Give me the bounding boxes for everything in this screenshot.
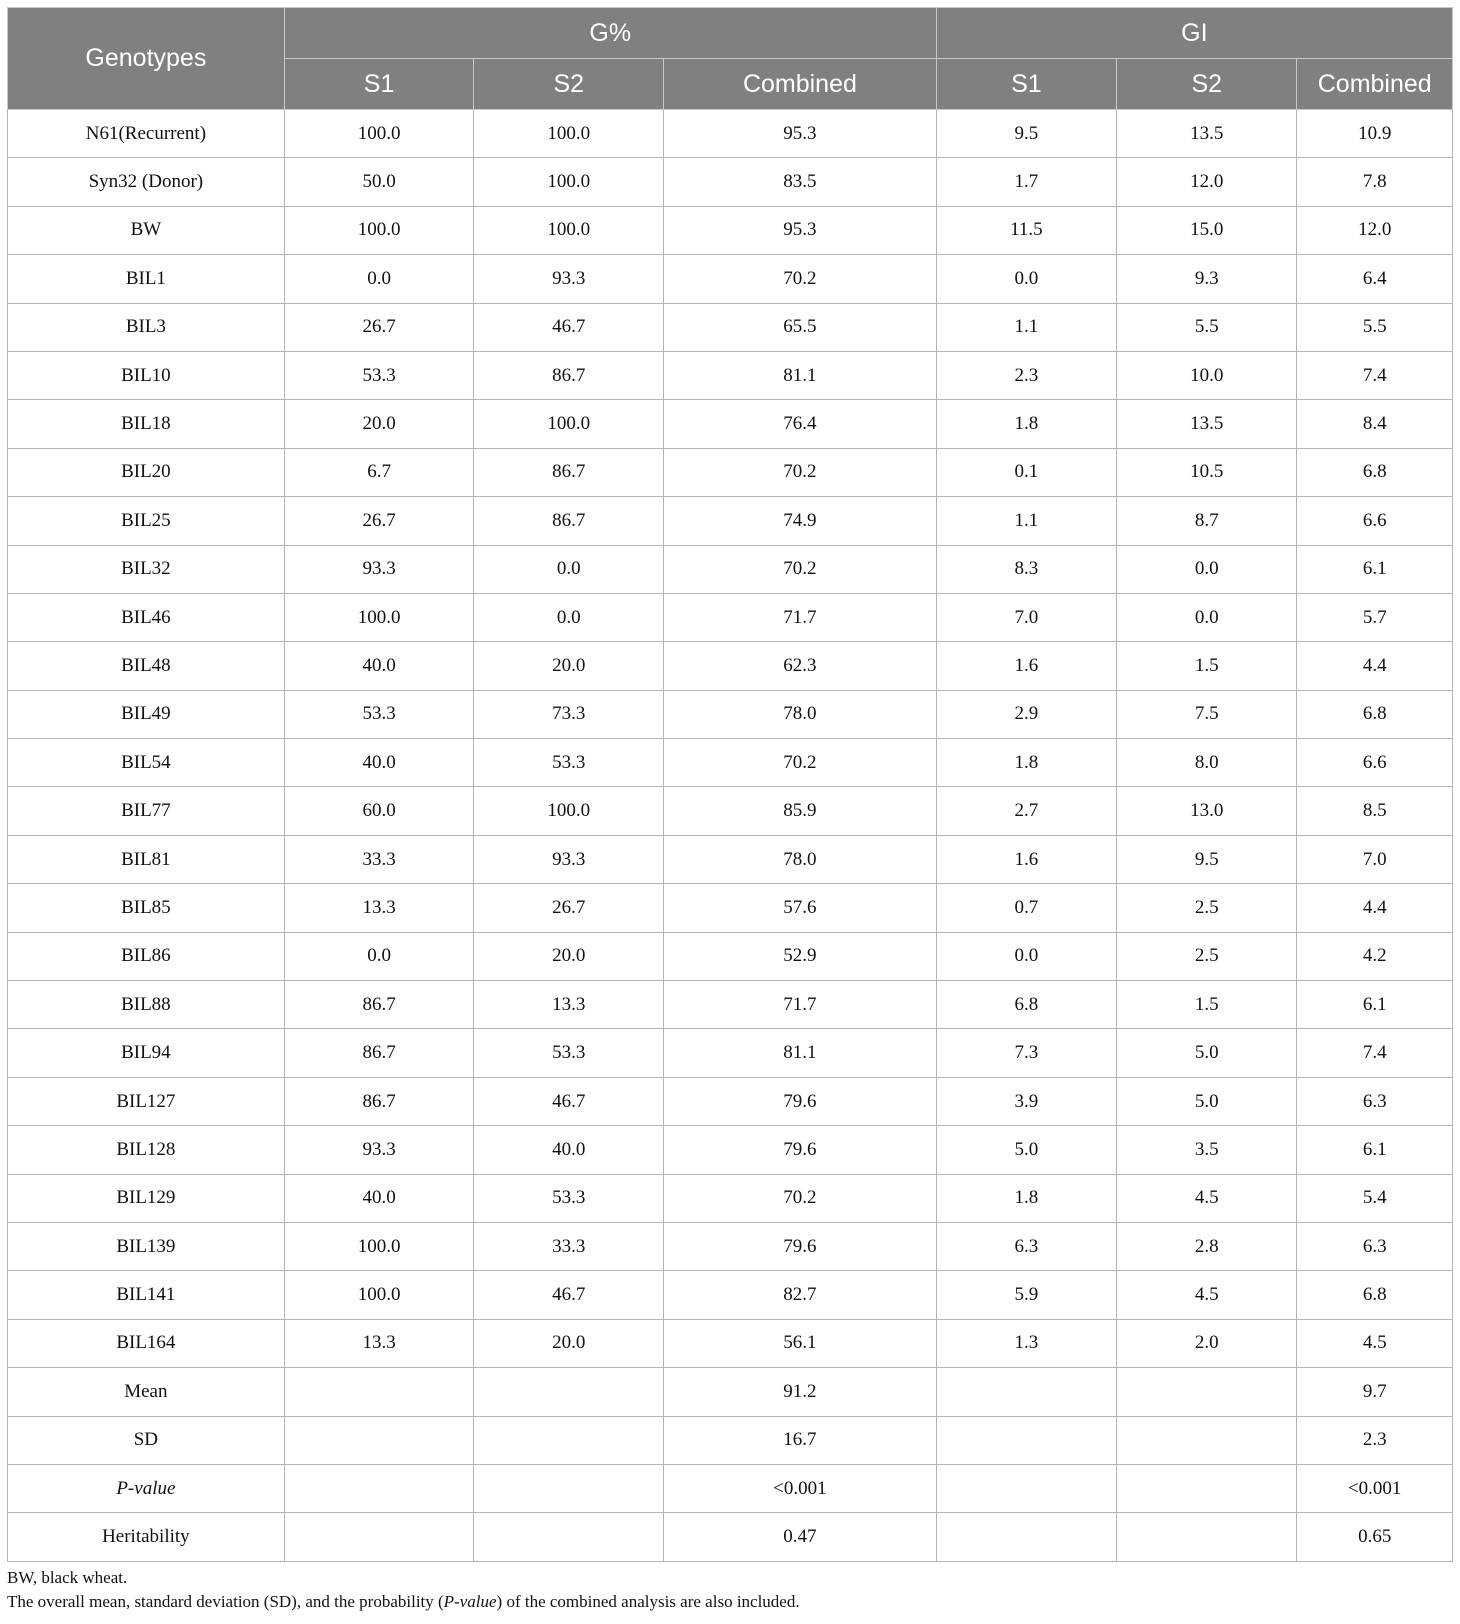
value-cell: 4.2 — [1297, 932, 1453, 980]
value-cell: 6.8 — [1297, 448, 1453, 496]
value-cell — [936, 1368, 1116, 1416]
value-cell: 26.7 — [284, 303, 474, 351]
table-row — [8, 1513, 1453, 1561]
value-cell: 1.7 — [936, 158, 1116, 206]
note-abbreviation: BW, black wheat. — [7, 1568, 128, 1587]
value-cell: 6.8 — [1297, 690, 1453, 738]
value-cell — [284, 1416, 474, 1464]
value-cell: 13.5 — [1117, 110, 1297, 158]
value-cell: 12.0 — [1117, 158, 1297, 206]
value-cell: 0.0 — [284, 255, 474, 303]
value-cell: 5.5 — [1117, 303, 1297, 351]
table-row — [8, 448, 1453, 496]
table-row — [8, 981, 1453, 1029]
value-cell: 100.0 — [474, 787, 664, 835]
value-cell — [284, 1464, 474, 1512]
value-cell: 40.0 — [284, 1174, 474, 1222]
genotype-cell: BIL3 — [8, 303, 285, 351]
value-cell: 2.9 — [936, 690, 1116, 738]
genotype-cell: BIL1 — [8, 255, 285, 303]
value-cell — [1117, 1464, 1297, 1512]
table-row — [8, 206, 1453, 254]
table-row — [8, 1222, 1453, 1270]
genotype-cell: BIL141 — [8, 1271, 285, 1319]
value-cell: 6.8 — [936, 981, 1116, 1029]
table-row — [8, 1077, 1453, 1125]
value-cell: 0.0 — [474, 593, 664, 641]
value-cell: 57.6 — [664, 884, 937, 932]
value-cell: 8.3 — [936, 545, 1116, 593]
genotype-cell: BIL164 — [8, 1319, 285, 1367]
value-cell: 13.5 — [1117, 400, 1297, 448]
value-cell: 20.0 — [474, 642, 664, 690]
value-cell: 0.0 — [936, 932, 1116, 980]
value-cell: 71.7 — [664, 593, 937, 641]
value-cell: 6.1 — [1297, 1126, 1453, 1174]
value-cell: 6.3 — [936, 1222, 1116, 1270]
header-sub: S2 — [1117, 59, 1297, 110]
value-cell: 6.6 — [1297, 497, 1453, 545]
value-cell: 56.1 — [664, 1319, 937, 1367]
value-cell: 70.2 — [664, 739, 937, 787]
value-cell: 86.7 — [284, 981, 474, 1029]
value-cell: 53.3 — [474, 739, 664, 787]
value-cell: 5.0 — [936, 1126, 1116, 1174]
value-cell: 20.0 — [474, 1319, 664, 1367]
value-cell: 71.7 — [664, 981, 937, 1029]
value-cell: 2.8 — [1117, 1222, 1297, 1270]
value-cell: 2.5 — [1117, 932, 1297, 980]
value-cell: 70.2 — [664, 545, 937, 593]
value-cell: <0.001 — [1297, 1464, 1453, 1512]
value-cell: 81.1 — [664, 1029, 937, 1077]
note-description: The overall mean, standard deviation (SD), and the probability (P-value) of the combined analysis are also included. — [7, 1592, 800, 1611]
genotype-cell: Syn32 (Donor) — [8, 158, 285, 206]
value-cell — [936, 1416, 1116, 1464]
genotype-cell: BIL25 — [8, 497, 285, 545]
value-cell: 91.2 — [664, 1368, 937, 1416]
genotype-cell: BIL85 — [8, 884, 285, 932]
table-row — [8, 1319, 1453, 1367]
value-cell: 93.3 — [284, 545, 474, 593]
value-cell: 86.7 — [284, 1029, 474, 1077]
value-cell: 85.9 — [664, 787, 937, 835]
value-cell: 74.9 — [664, 497, 937, 545]
value-cell: 52.9 — [664, 932, 937, 980]
value-cell: 83.5 — [664, 158, 937, 206]
table-row — [8, 593, 1453, 641]
value-cell: 5.0 — [1117, 1077, 1297, 1125]
value-cell: 86.7 — [474, 351, 664, 399]
header-sub: Combined — [1297, 59, 1453, 110]
value-cell — [1117, 1513, 1297, 1561]
value-cell: 46.7 — [474, 303, 664, 351]
table-row — [8, 255, 1453, 303]
value-cell: 26.7 — [284, 497, 474, 545]
value-cell: 2.3 — [1297, 1416, 1453, 1464]
value-cell — [936, 1464, 1116, 1512]
value-cell: 13.3 — [284, 884, 474, 932]
value-cell — [284, 1513, 474, 1561]
value-cell: 4.4 — [1297, 642, 1453, 690]
value-cell: 9.5 — [1117, 835, 1297, 883]
value-cell: 81.1 — [664, 351, 937, 399]
value-cell: 79.6 — [664, 1126, 937, 1174]
value-cell: 1.1 — [936, 303, 1116, 351]
value-cell: 10.5 — [1117, 448, 1297, 496]
value-cell: 78.0 — [664, 690, 937, 738]
value-cell: 7.0 — [1297, 835, 1453, 883]
value-cell: 2.7 — [936, 787, 1116, 835]
value-cell — [1117, 1368, 1297, 1416]
value-cell: 65.5 — [664, 303, 937, 351]
value-cell: 2.5 — [1117, 884, 1297, 932]
value-cell: 70.2 — [664, 1174, 937, 1222]
value-cell: 76.4 — [664, 400, 937, 448]
table-row — [8, 497, 1453, 545]
value-cell: 8.4 — [1297, 400, 1453, 448]
table-row — [8, 351, 1453, 399]
value-cell: 100.0 — [284, 110, 474, 158]
value-cell: 11.5 — [936, 206, 1116, 254]
value-cell: 4.4 — [1297, 884, 1453, 932]
value-cell: 13.0 — [1117, 787, 1297, 835]
value-cell: 6.8 — [1297, 1271, 1453, 1319]
value-cell — [936, 1513, 1116, 1561]
genotype-cell: BIL129 — [8, 1174, 285, 1222]
genotype-cell: Mean — [8, 1368, 285, 1416]
value-cell: 1.8 — [936, 400, 1116, 448]
table-row — [8, 835, 1453, 883]
value-cell: 0.0 — [284, 932, 474, 980]
genotype-cell: BIL77 — [8, 787, 285, 835]
header-group-g: G% — [284, 8, 936, 59]
value-cell — [474, 1464, 664, 1512]
value-cell: 1.5 — [1117, 981, 1297, 1029]
table-row — [8, 787, 1453, 835]
value-cell: 46.7 — [474, 1271, 664, 1319]
table-row — [8, 1416, 1453, 1464]
table-row — [8, 1126, 1453, 1174]
value-cell: 93.3 — [474, 255, 664, 303]
value-cell: 0.0 — [936, 255, 1116, 303]
value-cell: 95.3 — [664, 110, 937, 158]
genotype-cell: BIL128 — [8, 1126, 285, 1174]
value-cell: <0.001 — [664, 1464, 937, 1512]
value-cell: 12.0 — [1297, 206, 1453, 254]
genotype-cell: BIL54 — [8, 739, 285, 787]
table-row — [8, 739, 1453, 787]
value-cell: 73.3 — [474, 690, 664, 738]
value-cell: 7.4 — [1297, 351, 1453, 399]
table-row — [8, 1174, 1453, 1222]
value-cell: 40.0 — [474, 1126, 664, 1174]
value-cell: 20.0 — [284, 400, 474, 448]
value-cell — [1117, 1416, 1297, 1464]
table-row — [8, 1029, 1453, 1077]
genotype-cell: BIL18 — [8, 400, 285, 448]
genotype-cell: BIL139 — [8, 1222, 285, 1270]
value-cell: 4.5 — [1117, 1174, 1297, 1222]
value-cell: 0.0 — [1117, 545, 1297, 593]
value-cell: 6.1 — [1297, 981, 1453, 1029]
value-cell: 95.3 — [664, 206, 937, 254]
value-cell: 9.3 — [1117, 255, 1297, 303]
table-row — [8, 110, 1453, 158]
value-cell: 26.7 — [474, 884, 664, 932]
value-cell: 10.0 — [1117, 351, 1297, 399]
value-cell: 53.3 — [284, 690, 474, 738]
value-cell: 5.4 — [1297, 1174, 1453, 1222]
value-cell: 53.3 — [284, 351, 474, 399]
value-cell: 82.7 — [664, 1271, 937, 1319]
value-cell: 8.0 — [1117, 739, 1297, 787]
value-cell: 1.3 — [936, 1319, 1116, 1367]
table-body — [8, 110, 1453, 1562]
value-cell: 16.7 — [664, 1416, 937, 1464]
genotype-cell: BIL48 — [8, 642, 285, 690]
value-cell: 13.3 — [284, 1319, 474, 1367]
table-row — [8, 158, 1453, 206]
value-cell: 0.47 — [664, 1513, 937, 1561]
table-row — [8, 932, 1453, 980]
value-cell: 13.3 — [474, 981, 664, 1029]
table-row — [8, 1271, 1453, 1319]
value-cell: 2.0 — [1117, 1319, 1297, 1367]
table-row — [8, 1368, 1453, 1416]
value-cell: 100.0 — [284, 593, 474, 641]
value-cell: 1.6 — [936, 642, 1116, 690]
value-cell: 40.0 — [284, 739, 474, 787]
value-cell: 70.2 — [664, 448, 937, 496]
genotype-cell: N61(Recurrent) — [8, 110, 285, 158]
genotype-cell: BIL86 — [8, 932, 285, 980]
value-cell: 93.3 — [284, 1126, 474, 1174]
value-cell: 5.7 — [1297, 593, 1453, 641]
value-cell: 1.8 — [936, 739, 1116, 787]
value-cell — [284, 1368, 474, 1416]
header-sub: Combined — [664, 59, 937, 110]
header-sub: S1 — [936, 59, 1116, 110]
value-cell: 1.5 — [1117, 642, 1297, 690]
header-sub: S1 — [284, 59, 474, 110]
value-cell: 6.3 — [1297, 1222, 1453, 1270]
value-cell: 6.6 — [1297, 739, 1453, 787]
value-cell: 53.3 — [474, 1029, 664, 1077]
data-table — [7, 7, 1453, 1562]
value-cell: 0.0 — [1117, 593, 1297, 641]
value-cell: 9.7 — [1297, 1368, 1453, 1416]
value-cell: 7.3 — [936, 1029, 1116, 1077]
table-row — [8, 690, 1453, 738]
value-cell: 1.1 — [936, 497, 1116, 545]
table-row — [8, 545, 1453, 593]
value-cell: 70.2 — [664, 255, 937, 303]
value-cell: 9.5 — [936, 110, 1116, 158]
table-row — [8, 303, 1453, 351]
value-cell: 86.7 — [284, 1077, 474, 1125]
value-cell: 0.1 — [936, 448, 1116, 496]
genotype-cell: SD — [8, 1416, 285, 1464]
value-cell: 6.7 — [284, 448, 474, 496]
header-group-gi: GI — [936, 8, 1452, 59]
value-cell: 79.6 — [664, 1077, 937, 1125]
genotype-cell: BIL49 — [8, 690, 285, 738]
value-cell: 86.7 — [474, 497, 664, 545]
genotype-cell: BIL81 — [8, 835, 285, 883]
value-cell: 79.6 — [664, 1222, 937, 1270]
genotype-cell: BIL46 — [8, 593, 285, 641]
table-row — [8, 400, 1453, 448]
value-cell: 33.3 — [284, 835, 474, 883]
value-cell: 15.0 — [1117, 206, 1297, 254]
value-cell: 1.6 — [936, 835, 1116, 883]
value-cell: 5.9 — [936, 1271, 1116, 1319]
table-row — [8, 642, 1453, 690]
header-sub: S2 — [474, 59, 664, 110]
value-cell — [474, 1416, 664, 1464]
genotype-cell: BIL10 — [8, 351, 285, 399]
value-cell: 5.5 — [1297, 303, 1453, 351]
genotype-cell: BW — [8, 206, 285, 254]
value-cell: 86.7 — [474, 448, 664, 496]
genotype-cell: BIL20 — [8, 448, 285, 496]
value-cell: 78.0 — [664, 835, 937, 883]
value-cell: 100.0 — [284, 206, 474, 254]
value-cell: 10.9 — [1297, 110, 1453, 158]
value-cell: 100.0 — [474, 400, 664, 448]
value-cell — [474, 1513, 664, 1561]
value-cell: 100.0 — [474, 206, 664, 254]
genotype-cell: P-value — [8, 1464, 285, 1512]
value-cell: 100.0 — [474, 158, 664, 206]
value-cell: 3.9 — [936, 1077, 1116, 1125]
value-cell: 3.5 — [1117, 1126, 1297, 1174]
genotype-cell: Heritability — [8, 1513, 285, 1561]
value-cell: 8.5 — [1297, 787, 1453, 835]
value-cell: 6.3 — [1297, 1077, 1453, 1125]
header-genotypes: Genotypes — [8, 8, 285, 110]
value-cell: 100.0 — [284, 1271, 474, 1319]
value-cell: 33.3 — [474, 1222, 664, 1270]
value-cell: 62.3 — [664, 642, 937, 690]
value-cell: 100.0 — [284, 1222, 474, 1270]
value-cell: 93.3 — [474, 835, 664, 883]
value-cell: 0.7 — [936, 884, 1116, 932]
genotype-cell: BIL32 — [8, 545, 285, 593]
value-cell: 5.0 — [1117, 1029, 1297, 1077]
value-cell: 40.0 — [284, 642, 474, 690]
value-cell: 0.65 — [1297, 1513, 1453, 1561]
value-cell: 7.4 — [1297, 1029, 1453, 1077]
table-notes — [7, 1566, 800, 1614]
table-row — [8, 884, 1453, 932]
table-row — [8, 1464, 1453, 1512]
value-cell: 50.0 — [284, 158, 474, 206]
value-cell: 60.0 — [284, 787, 474, 835]
value-cell: 6.4 — [1297, 255, 1453, 303]
value-cell: 53.3 — [474, 1174, 664, 1222]
value-cell: 7.5 — [1117, 690, 1297, 738]
value-cell: 20.0 — [474, 932, 664, 980]
value-cell: 7.8 — [1297, 158, 1453, 206]
value-cell: 4.5 — [1117, 1271, 1297, 1319]
value-cell: 1.8 — [936, 1174, 1116, 1222]
value-cell: 46.7 — [474, 1077, 664, 1125]
value-cell: 7.0 — [936, 593, 1116, 641]
value-cell: 4.5 — [1297, 1319, 1453, 1367]
value-cell: 0.0 — [474, 545, 664, 593]
value-cell — [474, 1368, 664, 1416]
value-cell: 6.1 — [1297, 545, 1453, 593]
genotype-cell: BIL94 — [8, 1029, 285, 1077]
value-cell: 100.0 — [474, 110, 664, 158]
genotype-cell: BIL88 — [8, 981, 285, 1029]
genotype-cell: BIL127 — [8, 1077, 285, 1125]
table-container — [7, 7, 1453, 1562]
value-cell: 2.3 — [936, 351, 1116, 399]
value-cell: 8.7 — [1117, 497, 1297, 545]
